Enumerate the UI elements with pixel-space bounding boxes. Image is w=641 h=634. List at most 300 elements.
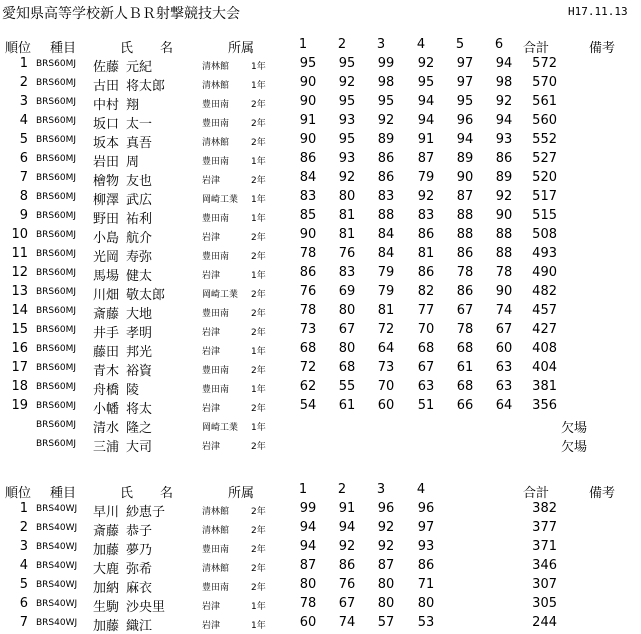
series-score-4: 87 [417,151,435,166]
header-event: 種目 [50,486,77,501]
table-row [0,151,641,170]
school: 豊田南 [202,214,230,224]
series-score-5: 68 [456,379,474,394]
school: 清林館 [202,564,230,574]
series-score-1: 84 [299,170,317,185]
total-score: 572 [532,56,557,71]
given-name: 武広 [126,193,153,208]
series-score-4: 92 [417,189,435,204]
total-score: 570 [532,75,557,90]
series-score-3: 86 [377,151,395,166]
series-score-3: 84 [377,246,395,261]
given-name: 織江 [126,619,153,634]
total-score: 515 [532,208,557,223]
event: BRS40WJ [36,599,78,609]
grade: 1年 [251,195,266,205]
series-score-2: 61 [338,398,356,413]
series-score-4: 51 [417,398,435,413]
given-name: 敬太郎 [126,288,166,303]
series-score-6: 94 [495,113,513,128]
school: 岩津 [202,271,221,281]
series-score-1: 83 [299,189,317,204]
surname: 川畑 [93,288,120,303]
table-row [0,322,641,341]
rank: 2 [19,520,28,535]
series-score-2: 68 [338,360,356,375]
surname: 柳澤 [93,193,120,208]
grade: 2年 [251,583,266,593]
rank: 4 [19,558,28,573]
series-score-1: 90 [299,227,317,242]
given-name: 周 [126,155,140,170]
school: 岡崎工業 [202,195,239,205]
rank: 19 [11,398,28,413]
series-score-3: 64 [377,341,395,356]
rank: 14 [11,303,28,318]
header-affiliation: 所属 [228,486,255,501]
event: BRS60MJ [36,230,77,240]
series-score-6: 60 [495,341,513,356]
surname: 斎藤 [93,307,120,322]
event: BRS60MJ [36,325,77,335]
header-given: 名 [160,41,174,56]
grade: 1年 [251,81,266,91]
series-score-1: 78 [299,246,317,261]
series-score-4: 81 [417,246,435,261]
school: 豊田南 [202,366,230,376]
grade: 1年 [251,602,266,612]
surname: 藤田 [93,345,120,360]
grade: 2年 [251,545,266,555]
surname: 中村 [93,98,120,113]
series-score-6: 64 [495,398,513,413]
event: BRS60MJ [36,382,77,392]
total-score: 377 [532,520,557,535]
event: BRS60MJ [36,439,77,449]
series-score-6: 88 [495,227,513,242]
grade: 2年 [251,507,266,517]
series-score-1: 91 [299,113,317,128]
given-name: 友也 [126,174,153,189]
series-score-4: 83 [417,208,435,223]
table-row [0,558,641,577]
grade: 1年 [251,423,266,433]
series-score-6: 63 [495,360,513,375]
series-score-2: 76 [338,246,356,261]
surname: 坂本 [93,136,120,151]
given-name: 真吾 [126,136,153,151]
series-score-3: 72 [377,322,395,337]
series-score-6: 74 [495,303,513,318]
rank: 1 [19,501,28,516]
series-score-2: 92 [338,75,356,90]
event: BRS60MJ [36,97,77,107]
given-name: 将太郎 [126,79,166,94]
series-score-2: 55 [338,379,356,394]
event: BRS40WJ [36,580,78,590]
grade: 2年 [251,233,266,243]
header-series-1: 1 [298,37,308,52]
series-score-2: 95 [338,132,356,147]
rank: 12 [11,265,28,280]
surname: 加納 [93,581,120,596]
total-score: 508 [532,227,557,242]
surname: 斎藤 [93,524,120,539]
series-score-6: 86 [495,151,513,166]
total-score: 404 [532,360,557,375]
series-score-5: 68 [456,341,474,356]
series-score-6: 67 [495,322,513,337]
school: 岩津 [202,233,221,243]
series-score-2: 76 [338,577,356,592]
series-score-4: 68 [417,341,435,356]
series-score-6: 90 [495,284,513,299]
table-row [0,56,641,75]
rank: 3 [19,94,28,109]
rank: 3 [19,539,28,554]
series-score-3: 70 [377,379,395,394]
school: 豊田南 [202,583,230,593]
series-score-2: 80 [338,189,356,204]
table-header [0,482,641,501]
series-score-5: 89 [456,151,474,166]
series-score-4: 77 [417,303,435,318]
series-score-1: 86 [299,265,317,280]
table-row [0,170,641,189]
given-name: 隆之 [126,421,153,436]
series-score-5: 67 [456,303,474,318]
grade: 1年 [251,214,266,224]
event: BRS60MJ [36,344,77,354]
grade: 1年 [251,347,266,357]
series-score-4: 70 [417,322,435,337]
header-surname: 氏 [120,486,134,501]
event: BRS40WJ [36,542,78,552]
series-score-5: 86 [456,246,474,261]
grade: 1年 [251,271,266,281]
series-score-3: 73 [377,360,395,375]
rank: 7 [19,615,28,630]
series-score-1: 76 [299,284,317,299]
series-score-2: 74 [338,615,356,630]
series-score-1: 90 [299,132,317,147]
school: 豊田南 [202,157,230,167]
grade: 2年 [251,404,266,414]
series-score-4: 86 [417,227,435,242]
event: BRS40WJ [36,523,78,533]
header-series-4: 4 [416,37,426,52]
surname: 岩田 [93,155,120,170]
series-score-6: 78 [495,265,513,280]
rank: 5 [19,577,28,592]
header-series-3: 3 [376,482,386,497]
series-score-4: 94 [417,94,435,109]
series-score-1: 78 [299,596,317,611]
given-name: 紗恵子 [126,505,166,520]
series-score-6: 92 [495,94,513,109]
given-name: 大司 [126,440,153,455]
event: BRS60MJ [36,363,77,373]
header-series-2: 2 [337,482,347,497]
total-score: 560 [532,113,557,128]
header-event: 種目 [50,41,77,56]
series-score-3: 88 [377,208,395,223]
series-score-4: 93 [417,539,435,554]
school: 豊田南 [202,309,230,319]
rank: 13 [11,284,28,299]
series-score-4: 63 [417,379,435,394]
series-score-3: 79 [377,284,395,299]
series-score-5: 78 [456,265,474,280]
table-row [0,265,641,284]
series-score-6: 89 [495,170,513,185]
grade: 1年 [251,157,266,167]
surname: 小島 [93,231,120,246]
series-score-2: 92 [338,539,356,554]
grade: 2年 [251,366,266,376]
series-score-2: 81 [338,227,356,242]
grade: 2年 [251,328,266,338]
total-score: 408 [532,341,557,356]
header-note: 備考 [589,486,616,501]
series-score-1: 54 [299,398,317,413]
series-score-4: 80 [417,596,435,611]
event: BRS40WJ [36,618,78,628]
table-row [0,379,641,398]
rank: 6 [19,151,28,166]
rank: 5 [19,132,28,147]
series-score-1: 73 [299,322,317,337]
surname: 佐藤 [93,60,120,75]
series-score-4: 96 [417,501,435,516]
series-score-3: 79 [377,265,395,280]
school: 岩津 [202,621,221,631]
series-score-4: 86 [417,558,435,573]
series-score-4: 79 [417,170,435,185]
header-total: 合計 [523,41,550,56]
header-series-6: 6 [494,37,504,52]
series-score-3: 87 [377,558,395,573]
table-row [0,132,641,151]
series-score-2: 93 [338,151,356,166]
series-score-6: 98 [495,75,513,90]
series-score-3: 80 [377,596,395,611]
series-score-2: 95 [338,56,356,71]
given-name: 裕資 [126,364,153,379]
event: BRS60MJ [36,78,77,88]
series-score-1: 80 [299,577,317,592]
rank: 6 [19,596,28,611]
series-score-5: 96 [456,113,474,128]
series-score-2: 81 [338,208,356,223]
school: 清林館 [202,507,230,517]
series-score-5: 78 [456,322,474,337]
total-score: 482 [532,284,557,299]
total-score: 517 [532,189,557,204]
series-score-3: 57 [377,615,395,630]
surname: 檜物 [93,174,120,189]
table-row [0,520,641,539]
series-score-3: 95 [377,94,395,109]
total-score: 427 [532,322,557,337]
grade: 1年 [251,62,266,72]
event: BRS60MJ [36,401,77,411]
surname: 加藤 [93,543,120,558]
event: BRS60MJ [36,268,77,278]
header-series-2: 2 [337,37,347,52]
series-score-3: 80 [377,577,395,592]
table-row [0,360,641,379]
surname: 舟橋 [93,383,120,398]
table-row [0,284,641,303]
table-row [0,615,641,634]
event: BRS60MJ [36,59,77,69]
series-score-2: 93 [338,113,356,128]
series-score-3: 60 [377,398,395,413]
grade: 1年 [251,385,266,395]
given-name: 健太 [126,269,153,284]
school: 豊田南 [202,385,230,395]
total-score: 493 [532,246,557,261]
series-score-4: 82 [417,284,435,299]
series-score-1: 60 [299,615,317,630]
school: 岩津 [202,176,221,186]
total-score: 346 [532,558,557,573]
table-header [0,37,641,56]
table-row [0,539,641,558]
series-score-4: 67 [417,360,435,375]
series-score-1: 94 [299,520,317,535]
surname: 生駒 [93,600,120,615]
given-name: 翔 [126,98,140,113]
total-score: 561 [532,94,557,109]
series-score-3: 92 [377,539,395,554]
event-date: H17.11.13 [568,5,628,18]
surname: 三浦 [93,440,120,455]
series-score-5: 88 [456,208,474,223]
series-score-1: 87 [299,558,317,573]
school: 岡崎工業 [202,290,239,300]
header-given: 名 [160,486,174,501]
table-row [0,227,641,246]
header-series-3: 3 [376,37,386,52]
series-score-6: 63 [495,379,513,394]
school: 豊田南 [202,119,230,129]
surname: 井手 [93,326,120,341]
school: 清林館 [202,81,230,91]
event: BRS60MJ [36,154,77,164]
total-score: 520 [532,170,557,185]
event: BRS60MJ [36,249,77,259]
total-score: 381 [532,379,557,394]
rank: 2 [19,75,28,90]
series-score-1: 90 [299,94,317,109]
rank: 9 [19,208,28,223]
grade: 2年 [251,290,266,300]
school: 清林館 [202,138,230,148]
series-score-4: 92 [417,56,435,71]
rank: 8 [19,189,28,204]
school: 岩津 [202,328,221,338]
series-score-4: 71 [417,577,435,592]
school: 岩津 [202,347,221,357]
surname: 青木 [93,364,120,379]
rank: 4 [19,113,28,128]
series-score-5: 61 [456,360,474,375]
series-score-3: 92 [377,520,395,535]
surname: 早川 [93,505,120,520]
table-row [0,501,641,520]
series-score-4: 94 [417,113,435,128]
series-score-6: 94 [495,56,513,71]
note: 欠場 [561,440,588,455]
series-score-2: 67 [338,322,356,337]
series-score-6: 90 [495,208,513,223]
table-row [0,596,641,615]
school: 岡崎工業 [202,423,239,433]
series-score-6: 88 [495,246,513,261]
rank: 15 [11,322,28,337]
header-rank: 順位 [5,486,32,501]
series-score-5: 97 [456,75,474,90]
header-series-5: 5 [455,37,465,52]
total-score: 552 [532,132,557,147]
series-score-3: 83 [377,189,395,204]
event: BRS60MJ [36,306,77,316]
school: 清林館 [202,62,230,72]
series-score-1: 78 [299,303,317,318]
given-name: 航介 [126,231,153,246]
series-score-2: 94 [338,520,356,535]
given-name: 寿弥 [126,250,153,265]
total-score: 307 [532,577,557,592]
series-score-5: 90 [456,170,474,185]
series-score-3: 86 [377,170,395,185]
table-row [0,94,641,113]
surname: 古田 [93,79,120,94]
grade: 2年 [251,138,266,148]
series-score-2: 67 [338,596,356,611]
surname: 光岡 [93,250,120,265]
given-name: 孝明 [126,326,153,341]
header-rank: 順位 [5,41,32,56]
series-score-2: 80 [338,341,356,356]
series-score-5: 95 [456,94,474,109]
header-affiliation: 所属 [228,41,255,56]
series-score-5: 97 [456,56,474,71]
table-row [0,341,641,360]
school: 岩津 [202,602,221,612]
rank: 11 [11,246,28,261]
note: 欠場 [561,421,588,436]
total-score: 382 [532,501,557,516]
header-total: 合計 [523,486,550,501]
table-row [0,436,641,455]
given-name: 恭子 [126,524,153,539]
series-score-1: 90 [299,75,317,90]
school: 清林館 [202,526,230,536]
series-score-6: 92 [495,189,513,204]
series-score-3: 99 [377,56,395,71]
series-score-3: 81 [377,303,395,318]
given-name: 元紀 [126,60,153,75]
header-surname: 氏 [120,41,134,56]
series-score-2: 92 [338,170,356,185]
series-score-2: 83 [338,265,356,280]
series-score-2: 95 [338,94,356,109]
given-name: 祐利 [126,212,153,227]
series-score-2: 69 [338,284,356,299]
